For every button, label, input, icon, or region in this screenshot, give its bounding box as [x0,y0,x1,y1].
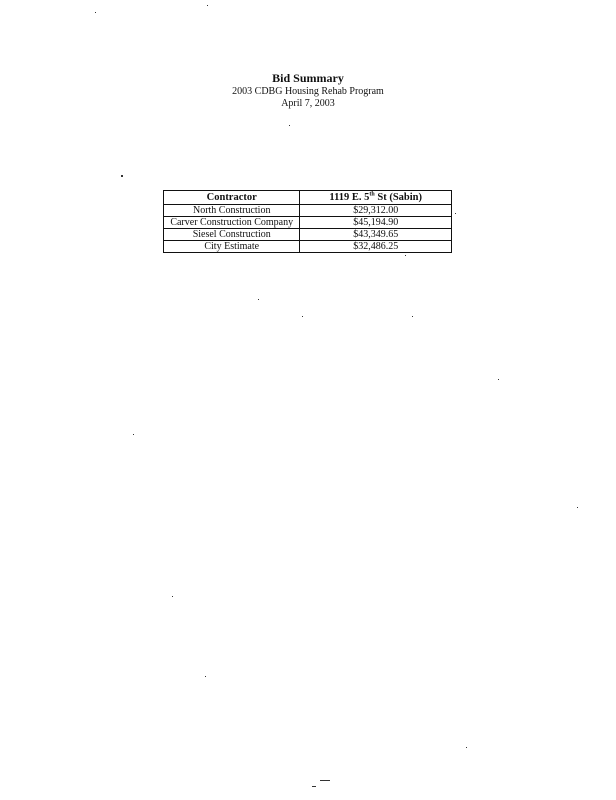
scan-speck [172,596,173,597]
scan-speck [205,676,206,677]
document-date: April 7, 2003 [281,98,335,109]
contractor-cell: Carver Construction Company [164,217,300,229]
table-row [164,205,452,217]
scan-speck [289,125,290,126]
scan-speck [412,316,413,317]
scan-speck [207,5,208,6]
scan-speck [455,213,456,214]
scan-speck [133,434,134,435]
scan-speck [405,255,406,256]
scan-speck [95,12,96,13]
contractor-column-header: Contractor [164,191,300,205]
contractor-cell: Siesel Construction [164,229,300,241]
scan-speck [121,175,123,177]
address-header-tail: St (Sabin) [374,192,423,203]
scan-speck [302,316,303,317]
address-column-header [300,191,452,205]
scan-speck [320,780,330,781]
address-header-superscript: th [369,191,375,198]
bid-amount-cell: $32,486.25 [300,241,452,253]
table-row [164,241,452,253]
contractor-cell: City Estimate [164,241,300,253]
document-subtitle: 2003 CDBG Housing Rehab Program [232,86,384,97]
bid-amount-cell: $45,194.90 [300,217,452,229]
scan-speck [312,786,316,787]
bid-amount-cell: $29,312.00 [300,205,452,217]
table-header-row [164,191,452,205]
scan-speck [258,299,259,300]
table-row [164,229,452,241]
bid-summary-table [163,190,452,253]
bid-amount-cell: $43,349.65 [300,229,452,241]
scan-speck [577,507,578,508]
address-header-main: 1119 E. 5 [329,192,370,203]
document-title: Bid Summary [272,71,344,85]
contractor-cell: North Construction [164,205,300,217]
scan-speck [498,379,499,380]
scan-speck [466,747,467,748]
table-row [164,217,452,229]
